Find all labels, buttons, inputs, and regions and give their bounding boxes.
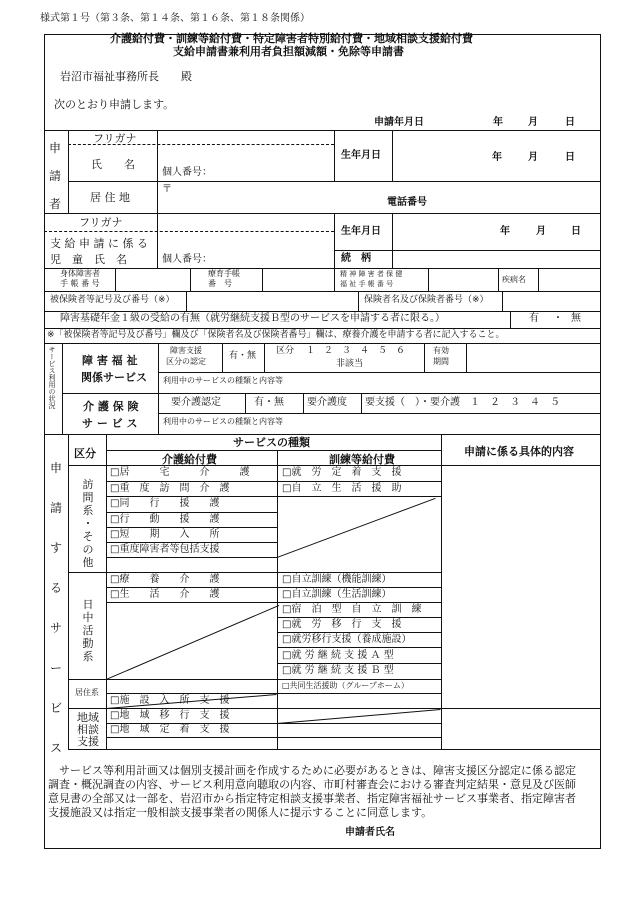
pension-question: 障害基礎年金１級の受給の有無（就労継続支援Ｂ型のサービスを申請する者に限る。） [60,313,445,324]
child-birth-month: 月 [536,226,546,237]
pension-no: 無 [571,313,581,324]
physical-handbook-label-2: 手 帳 番 号 [60,279,100,288]
rehab-handbook-label: 療育手帳 [208,269,240,278]
support-cert-yes-no: 有・無 [229,351,257,361]
applicant-side-label: 申 請 者 [48,141,61,211]
insured-number-label: 被保険者等記号及び番号（※） [50,295,175,305]
child-label-line1: 支 給 申 請 に 係 る [50,237,148,250]
service-group-home[interactable]: □共同生活援助（グループホーム） [282,681,409,690]
applicant-birth-day: 日 [565,152,575,163]
child-individual-number: 個人番号： [162,254,212,265]
class-label: 区分 [276,346,295,356]
disability-service-label: 障 害 福 祉 [82,354,138,367]
applicant-birth-label: 生年月日 [341,150,381,161]
service-life-care[interactable]: □生 活 介 護 [110,589,220,600]
service-home-care[interactable]: □居 宅 介 護 [110,467,250,478]
service-employment-retention[interactable]: □就 労 定 着 支 援 [282,467,402,478]
service-functional-training[interactable]: □自立訓練（機能訓練） [282,574,392,585]
applicant-address-label: 居 住 地 [90,191,130,204]
service-kinds-header: サービスの種類 [233,436,310,449]
care-level-options: 要支援（ ）・要介護 １ ２ ３ ４ ５ [365,397,560,408]
rehab-handbook-label-2: 番 号 [208,279,232,288]
care-insurance-label-2: サ ー ビ ス [82,417,138,430]
training-benefit-header: 訓練等給付費 [329,453,395,466]
residence-category-label: 居住系 [75,688,99,697]
day-category-label: 日 中 活 動 系 [82,598,94,663]
date-day: 日 [565,117,575,128]
service-behavior-support[interactable]: □行 動 援 護 [110,514,220,525]
valid-period-label: 有効 [433,346,449,355]
service-life-training[interactable]: □自立訓練（生活訓練） [282,589,392,600]
service-continued-employment-a[interactable]: □就 労 継 続 支 援 Ａ 型 [282,650,394,661]
disability-in-use-label: 利用中のサービスの種類と内容等 [163,376,283,385]
service-employment-transition[interactable]: □就 労 移 行 支 援 [282,619,402,630]
services-side-label: 申 請 す る サ ー ビ ス [49,461,62,755]
care-cert-label: 要介護認定 [171,397,221,408]
valid-period-label-2: 期間 [433,357,449,366]
service-accompany-support[interactable]: □同 行 援 護 [110,498,220,509]
service-continued-employment-b[interactable]: □就 労 継 続 支 援 Ｂ 型 [282,665,394,676]
applicant-furigana-label: フリガナ [93,132,137,145]
disease-name-label: 疾病名 [502,275,526,284]
service-employment-transition-training[interactable]: □就労移行支援（養成施設） [282,634,412,645]
applicant-name-label: 氏 名 [91,158,135,171]
applicant-birth-month: 月 [528,152,538,163]
specific-content-header: 申請に係る具体的内容 [464,445,574,458]
category-header: 区分 [74,447,96,460]
application-date-label: 申請年月日 [374,117,424,128]
consent-text: サービス等利用計画又は個別支援計画を作成するために必要があるときは、障害支援区分認定に係る認定 調査・概況調査の内容、サービス利用意向聴取の内容、市町村審査会における審査判定結果・意見及び医師 意見書の全部又は一部を、岩沼市から指定特定相談支援事業者、指定障害福祉サービス事業者、指定障害者 支援施設又は指定一般相談支援事業者の関係人に提示することに同意します。 [48,764,576,819]
community-category-label: 地域 相談 支援 [77,711,99,748]
care-in-use-label: 利用中のサービスの種類と内容等 [163,417,283,426]
insurer-label: 保険者名及び保険者番号（※） [364,295,489,305]
intro-text: 次のとおり申請します。 [54,98,175,111]
insurance-note: ※「被保険者等記号及び番号」欄及び「保険者名及び保険者番号」欄は、療養介護を申請する者に記入すること。 [47,330,505,340]
service-residential-training[interactable]: □宿 泊 型 自 立 訓 練 [282,604,422,615]
support-cert-label-2: 区分の認定 [166,357,206,366]
date-month: 月 [528,117,538,128]
date-year: 年 [493,117,503,128]
service-severe-visit-care[interactable]: □重 度 訪 問 介 護 [110,483,230,494]
mental-handbook-label-2: 福 祉 手 帳 番 号 [340,280,394,288]
addressee: 岩沼市福祉事務所長 殿 [60,70,192,83]
care-benefit-header: 介護給付費 [162,453,217,466]
pension-dot: ・ [553,313,563,324]
service-community-settlement[interactable]: □地 域 定 着 支 援 [110,724,230,735]
service-community-transition[interactable]: □地 域 移 行 支 援 [110,710,230,721]
disability-service-label-2: 関係サービス [81,371,147,384]
child-birth-day: 日 [571,226,581,237]
class-not-applicable: 非該当 [336,359,364,369]
mental-handbook-label: 精 神 障 害 者 保 健 [340,270,403,278]
care-cert-yes-no: 有・無 [254,397,284,408]
service-comprehensive-support[interactable]: □重度障害者等包括支援 [110,544,220,555]
visit-category-label: 訪 問 系 ・ そ の 他 [82,478,94,569]
support-cert-label: 障害支援 [170,346,202,355]
postal-mark: 〒 [162,184,172,195]
usage-side-label: サービス利用の状況 [48,346,56,409]
applicant-individual-number: 個人番号： [162,167,212,178]
care-insurance-label: 介 護 保 険 [83,400,139,413]
form-number: 様式第１号（第３条、第１４条、第１６条、第１８条関係） [40,13,310,24]
form-title-line1: 介護給付費・訓練等給付費・特定障害者特別給付費・地域相談支援給付費 [110,32,473,45]
service-facility-admission[interactable]: □施 設 入 所 支 援 [110,695,230,706]
service-short-stay[interactable]: □短 期 入 所 [110,529,220,540]
child-relation-label: 続 柄 [341,253,371,264]
physical-handbook-label: 身体障害者 [60,269,100,278]
pension-yes: 有 [529,313,539,324]
form-title-line2: 支給申請書兼利用者負担額減額・免除等申請書 [173,45,404,58]
child-birth-label: 生年月日 [341,226,381,237]
phone-label: 電話番号 [387,197,427,208]
applicant-birth-year: 年 [492,152,502,163]
signature-label: 申請者氏名 [345,827,395,838]
class-options: １ ２ ３ ４ ５ ６ [306,346,406,356]
service-independent-living[interactable]: □自 立 生 活 援 助 [282,483,402,494]
child-furigana-label: フリガナ [79,216,123,229]
child-birth-year: 年 [500,226,510,237]
care-level-label: 要介護度 [307,397,347,408]
child-label-line2: 児 童 氏 名 [50,253,127,266]
service-medical-care[interactable]: □療 養 介 護 [110,574,220,585]
